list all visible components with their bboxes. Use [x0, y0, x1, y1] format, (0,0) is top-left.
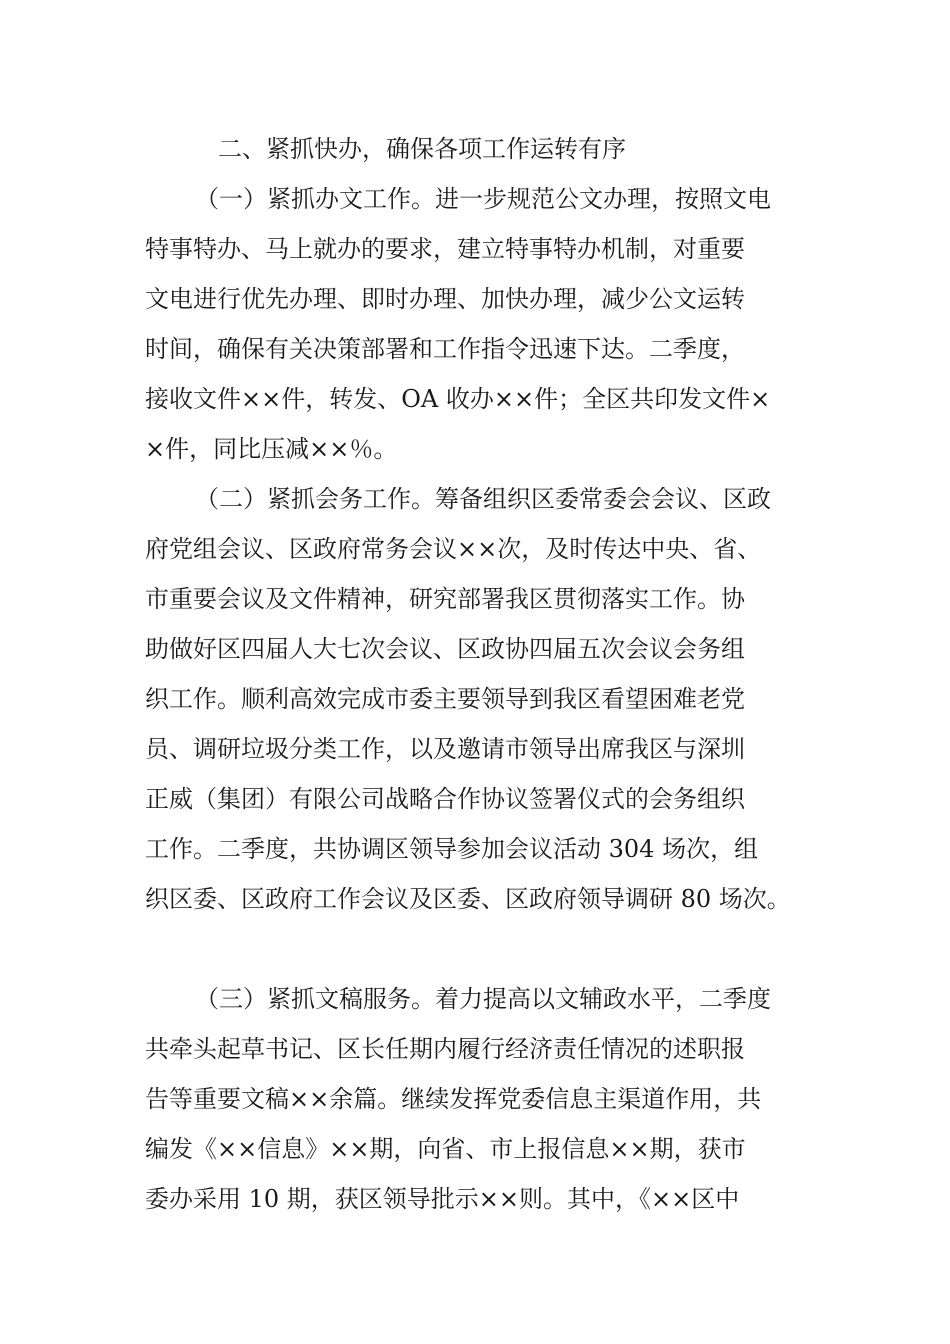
paragraph-line: 文电进行优先办理、即时办理、加快办理，减少公文运转 [145, 285, 745, 313]
paragraph-line: 时间，确保有关决策部署和工作指令迅速下达。二季度， [145, 335, 745, 363]
paragraph-line: （一）紧抓办文工作。进一步规范公文办理，按照文电 [195, 185, 771, 213]
paragraph-line: 委办采用 10 期，获区领导批示××则。其中，《××区中 [145, 1185, 740, 1213]
paragraph-line: 织工作。顺利高效完成市委主要领导到我区看望困难老党 [145, 685, 745, 713]
paragraph-line: 市重要会议及文件精神，研究部署我区贯彻落实工作。协 [145, 585, 745, 613]
paragraph-line: 工作。二季度，共协调区领导参加会议活动 304 场次，组 [145, 835, 759, 863]
paragraph-line: 助做好区四届人大七次会议、区政协四届五次会议会务组 [145, 635, 745, 663]
paragraph-line: （二）紧抓会务工作。筹备组织区委常委会会议、区政 [195, 485, 771, 513]
paragraph-line: 告等重要文稿××余篇。继续发挥党委信息主渠道作用，共 [145, 1085, 762, 1113]
paragraph-line: 正威（集团）有限公司战略合作协议签署仪式的会务组织 [145, 785, 745, 813]
paragraph-line: 织区委、区政府工作会议及区委、区政府领导调研 80 场次。 [145, 885, 791, 913]
paragraph-line: 员、调研垃圾分类工作，以及邀请市领导出席我区与深圳 [145, 735, 745, 763]
section-heading: 二、紧抓快办，确保各项工作运转有序 [218, 135, 626, 163]
paragraph-line: ×件，同比压减××％。 [145, 435, 398, 463]
paragraph-line: 特事特办、马上就办的要求，建立特事特办机制，对重要 [145, 235, 745, 263]
paragraph-line: 接收文件××件，转发、OA 收办××件；全区共印发文件× [145, 385, 771, 413]
paragraph-line: 共牵头起草书记、区长任期内履行经济责任情况的述职报 [145, 1035, 745, 1063]
paragraph-line: 府党组会议、区政府常务会议××次，及时传达中央、省、 [145, 535, 762, 563]
paragraph-line: （三）紧抓文稿服务。着力提高以文辅政水平，二季度 [195, 985, 771, 1013]
paragraph-line: 编发《××信息》××期，向省、市上报信息××期，获市 [145, 1135, 746, 1163]
